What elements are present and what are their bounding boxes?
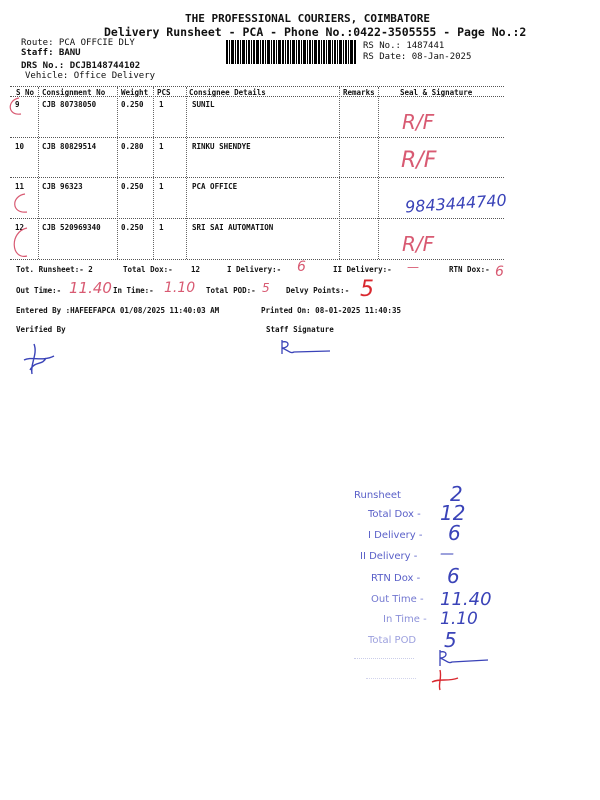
company-name: THE PROFESSIONAL COURIERS, COIMBATORE bbox=[185, 12, 431, 25]
ii-delivery-label: II Delivery:- bbox=[333, 265, 392, 274]
rtn-dox-handwritten: 6 bbox=[495, 264, 504, 280]
col-sno: S No bbox=[16, 88, 35, 97]
total-dox-value: 12 bbox=[191, 265, 201, 274]
stamp-i-delivery-label: I Delivery - bbox=[368, 530, 423, 541]
out-time-label: Out Time:- bbox=[16, 286, 62, 295]
table-top-rule bbox=[10, 86, 504, 87]
stamp-ii-delivery-label: II Delivery - bbox=[360, 551, 418, 562]
staff-label: Staff: BANU bbox=[21, 48, 81, 58]
printed-on: Printed On: 08-01-2025 11:40:35 bbox=[261, 306, 401, 315]
row-consignee: RINKU SHENDYE bbox=[192, 142, 251, 151]
i-delivery-label: I Delivery:- bbox=[227, 265, 282, 274]
delvy-points-handwritten: 5 bbox=[360, 277, 374, 302]
rtn-dox-label: RTN Dox:- bbox=[449, 265, 490, 274]
row-consignee: PCA OFFICE bbox=[192, 182, 238, 191]
row-pcs: 1 bbox=[159, 182, 164, 191]
row-consignment: CJB 96323 bbox=[42, 182, 83, 191]
drs-number: DRS No.: DCJB148744102 bbox=[21, 61, 141, 71]
row-seal-signature: R/F bbox=[402, 110, 435, 134]
stamp-total-dox-value: 12 bbox=[440, 501, 466, 525]
row-sno: 9 bbox=[15, 100, 20, 109]
rs-number: RS No.: 1487441 bbox=[363, 41, 445, 51]
total-dox-label: Total Dox:- bbox=[123, 265, 173, 274]
sno-circle-marks bbox=[5, 94, 35, 264]
stamp-runsheet-label: Runsheet bbox=[354, 490, 401, 501]
row-weight: 0.250 bbox=[121, 182, 144, 191]
stamp-rtn-dox-label: RTN Dox - bbox=[371, 573, 421, 584]
row-pcs: 1 bbox=[159, 142, 164, 151]
row-consignee: SRI SAI AUTOMATION bbox=[192, 223, 274, 232]
col-remarks: Remarks bbox=[343, 88, 375, 97]
route-label: Route: PCA OFFCIE DLY bbox=[21, 38, 135, 48]
stamp-total-dox-label: Total Dox - bbox=[368, 509, 421, 520]
row-consignee: SUNIL bbox=[192, 100, 215, 109]
stamp-faded-line-2 bbox=[366, 678, 416, 679]
col-consignee: Consignee Details bbox=[189, 88, 266, 97]
total-pod-label: Total POD:- bbox=[206, 286, 256, 295]
verified-by-label: Verified By bbox=[16, 325, 66, 334]
vehicle-label: Vehicle: Office Delivery bbox=[25, 71, 156, 81]
in-time-label: In Time:- bbox=[113, 286, 154, 295]
row-seal-signature: R/F bbox=[401, 148, 437, 173]
row-consignment: CJB 80829514 bbox=[42, 142, 97, 151]
col-consignment: Consignment No bbox=[42, 88, 106, 97]
stamp-out-time-value: 11.40 bbox=[440, 589, 492, 610]
row-weight: 0.250 bbox=[121, 100, 144, 109]
stamp-faded-line bbox=[354, 658, 414, 659]
stamp-in-time-label: In Time - bbox=[383, 614, 427, 625]
row-seal-signature: 9843444740 bbox=[404, 190, 508, 217]
i-delivery-handwritten: 6 bbox=[297, 259, 306, 275]
in-time-handwritten: 1.10 bbox=[164, 280, 196, 296]
stamp-total-pod-value: 5 bbox=[444, 628, 457, 652]
row-consignment: CJB 520969340 bbox=[42, 223, 101, 232]
ii-delivery-handwritten: — bbox=[407, 260, 419, 274]
stamp-staff-signature bbox=[436, 648, 492, 670]
entered-by: Entered By :HAFEEFAPCA 01/08/2025 11:40:03 AM bbox=[16, 306, 220, 315]
row-sno: 12 bbox=[15, 223, 25, 232]
staff-signature-mark bbox=[278, 338, 338, 358]
stamp-verified-signature bbox=[428, 668, 468, 692]
verified-by-signature bbox=[20, 340, 70, 376]
col-seal: Seal & Signature bbox=[400, 88, 473, 97]
row-seal-signature: R/F bbox=[402, 232, 435, 256]
barcode-image bbox=[226, 40, 356, 64]
runsheet-title: Delivery Runsheet - PCA - Phone No.:0422-3505555 - Page No.:2 bbox=[104, 25, 527, 39]
rs-date: RS Date: 08-Jan-2025 bbox=[363, 52, 472, 62]
delvy-points-label: Delvy Points:- bbox=[286, 286, 350, 295]
row-weight: 0.250 bbox=[121, 223, 144, 232]
col-weight: Weight bbox=[121, 88, 149, 97]
stamp-total-pod-label: Total POD bbox=[368, 635, 417, 646]
stamp-runsheet-value: 2 bbox=[450, 482, 463, 506]
row-consignment: CJB 80738050 bbox=[42, 100, 97, 109]
stamp-in-time-value: 1.10 bbox=[440, 609, 478, 629]
row-sno: 10 bbox=[15, 142, 25, 151]
stamp-rtn-dox-value: 6 bbox=[447, 564, 460, 588]
out-time-handwritten: 11.40 bbox=[69, 279, 112, 297]
tot-runsheet: Tot. Runsheet:- 2 bbox=[16, 265, 93, 274]
stamp-ii-delivery-value: — bbox=[440, 546, 454, 562]
row-pcs: 1 bbox=[159, 223, 164, 232]
row-weight: 0.280 bbox=[121, 142, 144, 151]
row-pcs: 1 bbox=[159, 100, 164, 109]
col-pcs: PCS bbox=[157, 88, 171, 97]
stamp-out-time-label: Out Time - bbox=[371, 594, 424, 605]
row-sno: 11 bbox=[15, 182, 25, 191]
stamp-i-delivery-value: 6 bbox=[448, 521, 461, 545]
total-pod-handwritten: 5 bbox=[262, 281, 270, 295]
staff-signature-label: Staff Signature bbox=[266, 325, 334, 334]
